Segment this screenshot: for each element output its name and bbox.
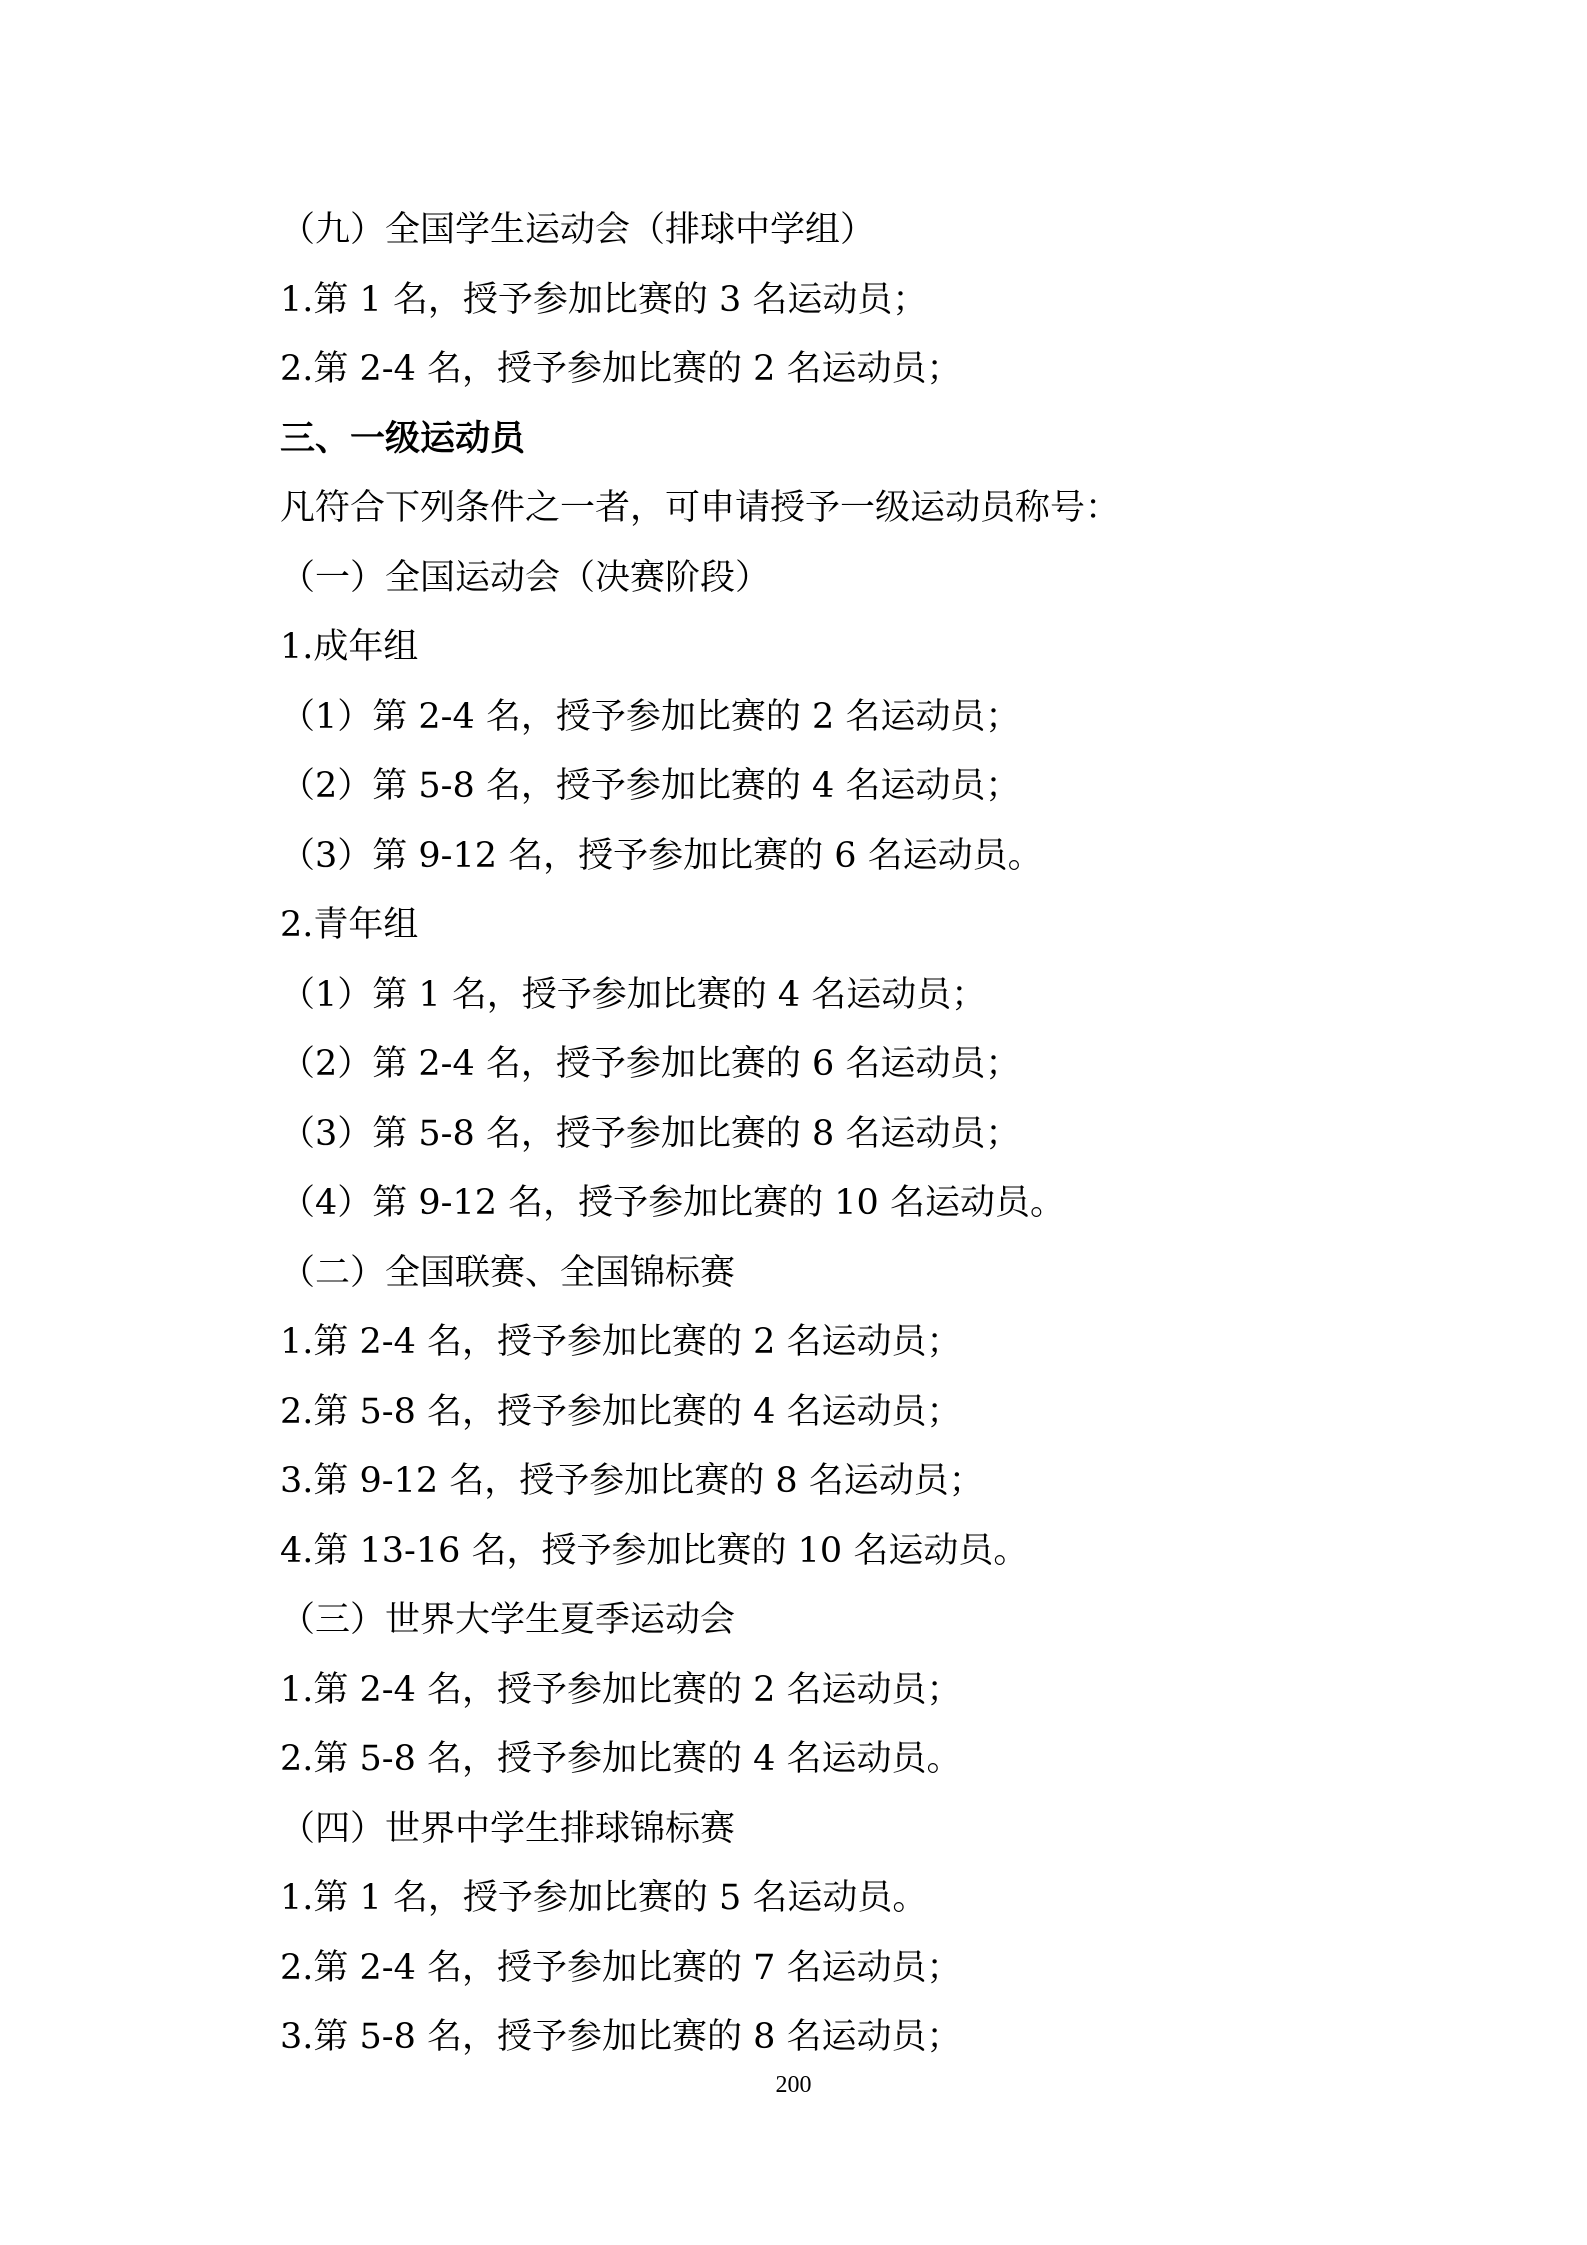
list-item: 1.第 1 名，授予参加比赛的 5 名运动员。 xyxy=(280,1878,928,1918)
list-item: （1）第 1 名，授予参加比赛的 4 名运动员； xyxy=(280,974,987,1015)
group-title: 1.成年组 xyxy=(280,627,419,667)
list-item: （3）第 9-12 名，授予参加比赛的 6 名运动员。 xyxy=(280,835,1043,876)
list-item: （2）第 2-4 名，授予参加比赛的 6 名运动员； xyxy=(280,1044,1021,1084)
subsection-title: （二）全国联赛、全国锦标赛 xyxy=(280,1252,736,1293)
section-title-nine: （九）全国学生运动会（排球中学组） xyxy=(280,210,876,250)
heading-first-class-athlete: 三、一级运动员 xyxy=(280,418,526,459)
list-item: 2.第 5-8 名，授予参加比赛的 4 名运动员。 xyxy=(280,1739,962,1779)
intro-paragraph: 凡符合下列条件之一者，可申请授予一级运动员称号： xyxy=(280,488,1121,528)
list-item: 2.第 5-8 名，授予参加比赛的 4 名运动员； xyxy=(280,1391,962,1432)
list-item: 3.第 5-8 名，授予参加比赛的 8 名运动员； xyxy=(280,2017,962,2057)
list-item: 2.第 2-4 名，授予参加比赛的 7 名运动员； xyxy=(280,1947,962,1988)
list-item: 3.第 9-12 名，授予参加比赛的 8 名运动员； xyxy=(280,1461,984,1501)
subsection-title: （三）世界大学生夏季运动会 xyxy=(280,1600,736,1640)
list-item: 4.第 13-16 名，授予参加比赛的 10 名运动员。 xyxy=(280,1530,1029,1571)
list-item: （1）第 2-4 名，授予参加比赛的 2 名运动员； xyxy=(280,696,1021,737)
list-item: 1.第 2-4 名，授予参加比赛的 2 名运动员； xyxy=(280,1669,962,1710)
list-item: 1.第 1 名，授予参加比赛的 3 名运动员； xyxy=(280,279,928,320)
group-title: 2.青年组 xyxy=(280,905,419,945)
page-number: 200 xyxy=(775,2072,812,2098)
list-item: （3）第 5-8 名，授予参加比赛的 8 名运动员； xyxy=(280,1113,1021,1154)
subsection-title: （一）全国运动会（决赛阶段） xyxy=(280,557,771,598)
list-item: （2）第 5-8 名，授予参加比赛的 4 名运动员； xyxy=(280,766,1021,806)
list-item: 1.第 2-4 名，授予参加比赛的 2 名运动员； xyxy=(280,1322,962,1362)
subsection-title: （四）世界中学生排球锦标赛 xyxy=(280,1808,736,1849)
list-item: 2.第 2-4 名，授予参加比赛的 2 名运动员； xyxy=(280,349,962,389)
list-item: （4）第 9-12 名，授予参加比赛的 10 名运动员。 xyxy=(280,1183,1065,1223)
document-body xyxy=(280,196,1340,2073)
